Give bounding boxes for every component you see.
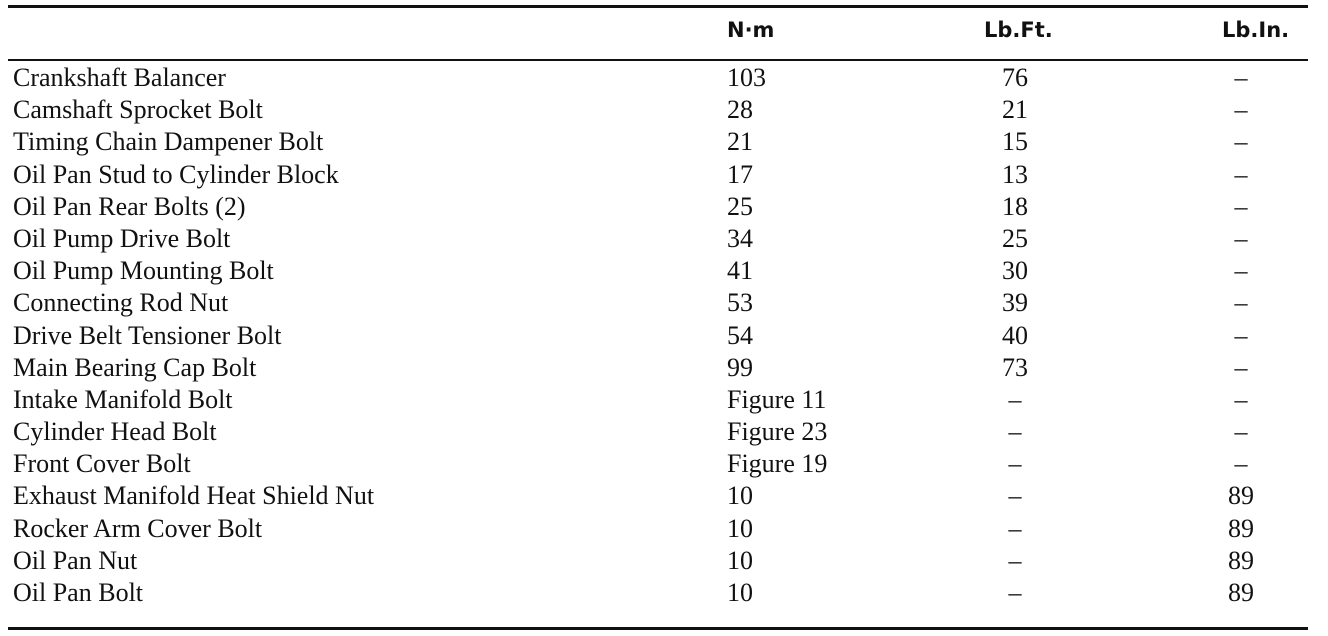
- value-nm: 54: [727, 320, 753, 350]
- table-row: [0, 191, 1328, 223]
- table-row: [0, 223, 1328, 255]
- value-nm: 34: [727, 223, 753, 253]
- value-nm: Figure 19: [727, 449, 828, 479]
- torque-table-body: [0, 62, 1328, 609]
- value-lbin: –: [1234, 127, 1248, 157]
- fastener-name: Cylinder Head Bolt: [13, 417, 217, 447]
- fastener-name: Intake Manifold Bolt: [13, 384, 233, 414]
- value-lbft: –: [1008, 449, 1022, 479]
- value-lbin: –: [1234, 159, 1248, 189]
- value-nm: 17: [727, 159, 753, 189]
- value-nm: Figure 23: [727, 417, 828, 447]
- value-lbft: –: [1008, 513, 1022, 543]
- table-row: [0, 513, 1328, 545]
- column-header-nm: N·m: [727, 18, 775, 42]
- table-row: [0, 577, 1328, 609]
- value-lbft: 13: [1002, 159, 1028, 189]
- value-lbft: 73: [1002, 352, 1028, 382]
- fastener-name: Drive Belt Tensioner Bolt: [13, 320, 282, 350]
- value-lbin: 89: [1228, 481, 1254, 511]
- value-nm: 10: [727, 545, 753, 575]
- fastener-name: Oil Pump Drive Bolt: [13, 223, 231, 253]
- value-lbin: 89: [1228, 545, 1254, 575]
- fastener-name: Main Bearing Cap Bolt: [13, 352, 257, 382]
- column-header-lbft: Lb.Ft.: [984, 18, 1053, 42]
- value-nm: 10: [727, 578, 753, 607]
- fastener-name: Oil Pan Nut: [13, 545, 138, 575]
- value-lbin: –: [1234, 384, 1248, 414]
- value-lbft: 18: [1002, 191, 1028, 221]
- value-lbft: –: [1008, 545, 1022, 575]
- table-row: [0, 320, 1328, 352]
- value-nm: 10: [727, 481, 753, 511]
- table-row: [0, 126, 1328, 158]
- value-nm: 25: [727, 191, 753, 221]
- table-top-rule: [8, 5, 1308, 8]
- value-lbin: –: [1234, 256, 1248, 286]
- value-lbin: –: [1234, 288, 1248, 318]
- fastener-name: Exhaust Manifold Heat Shield Nut: [13, 481, 375, 511]
- value-lbin: 89: [1228, 578, 1254, 607]
- table-row: [0, 448, 1328, 480]
- fastener-name: Camshaft Sprocket Bolt: [13, 95, 263, 125]
- value-lbft: 76: [1002, 63, 1028, 92]
- value-lbft: –: [1008, 417, 1022, 447]
- table-row: [0, 94, 1328, 126]
- fastener-name: Oil Pump Mounting Bolt: [13, 256, 274, 286]
- table-row: [0, 384, 1328, 416]
- value-lbft: 15: [1002, 127, 1028, 157]
- fastener-name: Crankshaft Balancer: [13, 63, 226, 92]
- value-nm: 103: [727, 63, 766, 92]
- fastener-name: Oil Pan Bolt: [13, 578, 144, 607]
- value-nm: 99: [727, 352, 753, 382]
- value-nm: 41: [727, 256, 753, 286]
- value-lbin: –: [1234, 95, 1248, 125]
- table-row: [0, 255, 1328, 287]
- value-lbft: 25: [1002, 223, 1028, 253]
- value-lbin: –: [1234, 417, 1248, 447]
- value-lbft: 40: [1002, 320, 1028, 350]
- value-lbin: –: [1234, 223, 1248, 253]
- value-nm: 21: [727, 127, 753, 157]
- value-lbft: 21: [1002, 95, 1028, 125]
- column-header-lbin: Lb.In.: [1222, 18, 1290, 42]
- table-row: [0, 287, 1328, 319]
- value-nm: 28: [727, 95, 753, 125]
- value-nm: 10: [727, 513, 753, 543]
- fastener-name: Oil Pan Stud to Cylinder Block: [13, 159, 339, 189]
- value-lbin: –: [1234, 191, 1248, 221]
- value-lbft: –: [1008, 481, 1022, 511]
- value-nm: 53: [727, 288, 753, 318]
- fastener-name: Timing Chain Dampener Bolt: [13, 127, 324, 157]
- value-lbft: 30: [1002, 256, 1028, 286]
- fastener-name: Rocker Arm Cover Bolt: [13, 513, 263, 543]
- table-header-rule: [8, 59, 1308, 61]
- value-lbft: 39: [1002, 288, 1028, 318]
- table-row: [0, 545, 1328, 577]
- value-lbin: –: [1234, 449, 1248, 479]
- fastener-name: Oil Pan Rear Bolts (2): [13, 191, 246, 221]
- table-row: [0, 352, 1328, 384]
- value-lbin: 89: [1228, 513, 1254, 543]
- table-row: [0, 62, 1328, 94]
- table-bottom-rule: [8, 627, 1308, 630]
- value-lbft: –: [1008, 384, 1022, 414]
- fastener-name: Connecting Rod Nut: [13, 288, 229, 318]
- fastener-name: Front Cover Bolt: [13, 449, 191, 479]
- value-lbin: –: [1234, 63, 1248, 92]
- table-row: [0, 416, 1328, 448]
- value-lbin: –: [1234, 352, 1248, 382]
- table-row: [0, 480, 1328, 512]
- table-row: [0, 159, 1328, 191]
- value-lbin: –: [1234, 320, 1248, 350]
- value-nm: Figure 11: [727, 384, 827, 414]
- value-lbft: –: [1008, 578, 1022, 607]
